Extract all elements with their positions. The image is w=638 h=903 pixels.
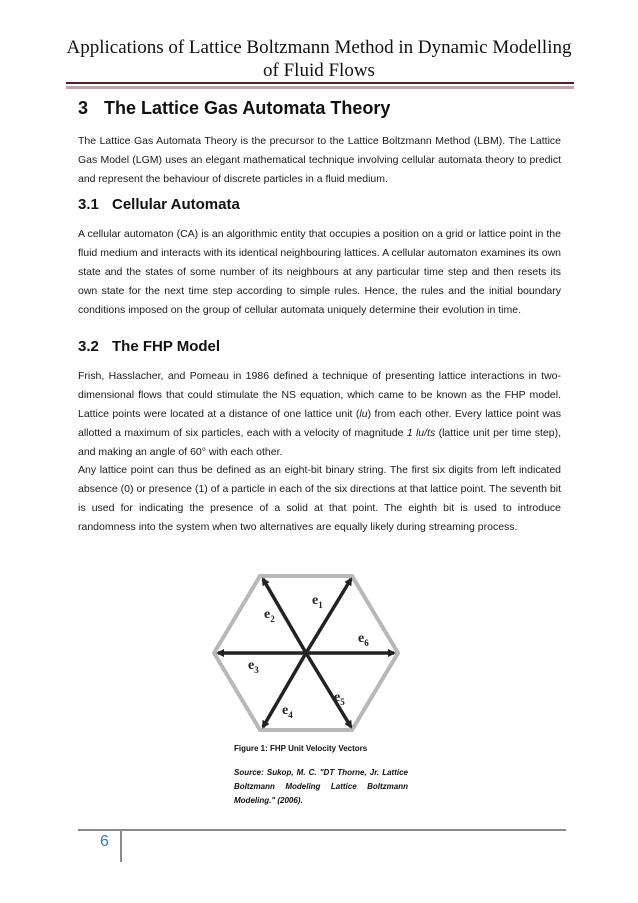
fhp-text-2: ) from each other. Every lattice point was allotted a maximum of six particles, each with a velocity of magnitude [78,408,561,439]
header-rule-shadow [66,86,574,89]
fhp-model-paragraph-2: Any lattice point can thus be defined as an eight-bit binary string. The first six digits from left indicated absence (0) or presence (1) of a particle in each of the six directions at that lattice point. The seventh bit is used for indicating the presence of a solid at that point. The eighth bit is used to introduce randomness into the system when two alternatives are equally likely during streaming process. [78,464,561,533]
section-number: 3 [78,98,89,118]
footer-rule [78,829,566,831]
figure-source: Source: Sukop, M. C. "DT Thorne, Jr. Lattice Boltzmann Modeling Lattice Boltzmann Modeling." (2006). [234,768,408,805]
vector-e1-label: $e_1$ [312,593,323,610]
lattice-unit-symbol: lu [359,408,368,420]
fhp-text-3: (lattice unit per time step), and making an angle of 60° with each other. [78,427,562,458]
vector-e5-arrow [306,653,351,727]
figure-caption: Figure 1: FHP Unit Velocity Vectors [234,744,368,753]
fhp-velocity-vectors-figure [212,568,402,742]
vector-e3-label: $e_3$ [248,658,259,675]
vector-e6-label: $e_6$ [358,631,369,648]
section-title: The Lattice Gas Automata Theory [104,98,391,118]
subsection-heading-fhp-model [78,338,220,355]
subsection-number: 3.2 [78,338,99,355]
subsection-title: The FHP Model [112,338,221,355]
vector-e2-label: $e_2$ [264,607,275,624]
header-rule [66,82,574,84]
subsection-title: Cellular Automata [112,196,240,213]
section-heading [78,98,390,119]
page-number: 6 [100,833,109,850]
cellular-automata-paragraph: A cellular automaton (CA) is an algorithmic entity that occupies a position on a grid or lattice point in the fluid medium and interacts with its identical neighbouring lattices. A cellular automaton examines its own state and the states of some number of its neighbours at any particular time step and then resets its own state for the next time step according to simple rules. Hence, the rules and the initial boundary conditions imposed on the group of cellular automata uniquely determine their evolution in time. [78,228,561,316]
vector-e1-arrow [306,579,351,653]
fhp-text-1: Frish, Hasslacher, and Pomeau in 1986 defined a technique of presenting lattice interactions in two-dimensional flows that could stimulate the NS equation, which came to be known as the FHP model. Lattice points were located at a distance of one lattice unit ( [78,370,561,420]
velocity-magnitude: 1 lu/ts [406,427,436,439]
fhp-model-paragraph-1 [78,367,561,462]
section-intro-paragraph: The Lattice Gas Automata Theory is the precursor to the Lattice Boltzmann Method (LBM). The Lattice Gas Model (LGM) uses an elegant mathematical technique involving cellular automata theory to predict and represent the behaviour of discrete particles in a fluid medium. [78,135,561,185]
header-title: Applications of Lattice Boltzmann Method in Dynamic Modelling of Fluid Flows [66,37,572,81]
vector-e4-label: $e_4$ [282,703,293,720]
vector-e5-label: $e_5$ [334,690,345,707]
subsection-heading-cellular-automata [78,196,240,213]
subsection-number: 3.1 [78,196,99,213]
footer-divider [120,829,122,862]
